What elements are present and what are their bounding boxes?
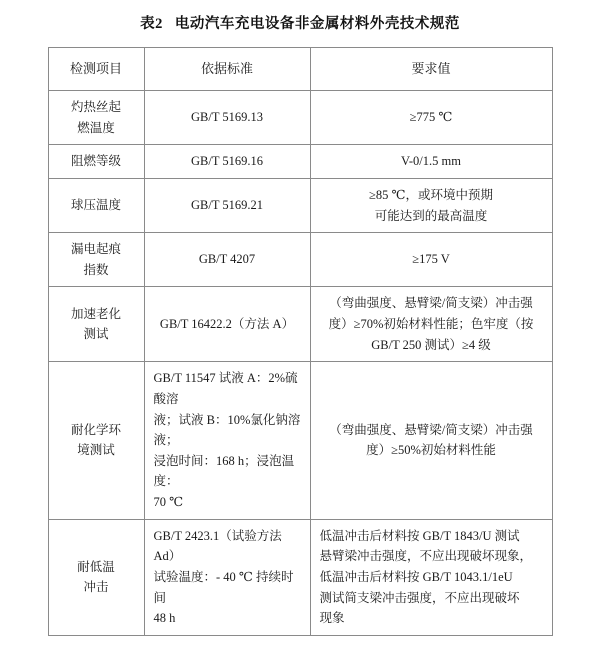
table-row <box>48 145 552 179</box>
cell-line: 灼热丝起 <box>70 100 121 114</box>
table-header-row <box>48 48 552 91</box>
cell-line: 燃温度 <box>77 120 115 135</box>
cell-line: （弯曲强度、悬臂梁/简支梁）冲击强 <box>329 296 533 311</box>
cell-line: GB/T 250 测试）≥4 级 <box>371 337 491 352</box>
cell-line: 漏电起痕 <box>70 242 121 257</box>
table-row <box>48 287 552 362</box>
cell-requirement <box>310 178 552 232</box>
cell-line: 浸泡时间：168 h；浸泡温度： <box>153 453 295 489</box>
cell-line: 可能达到的最高温度 <box>374 208 488 223</box>
cell-line: 测试 <box>83 327 109 342</box>
cell-standard <box>144 287 310 362</box>
cell-line: GB/T 16422.2（方法 A） <box>159 317 295 331</box>
cell-line: 耐化学环 <box>70 422 121 437</box>
cell-line: ≥85 ℃，或环境中预期 <box>369 187 493 202</box>
cell-line: 耐低温 <box>77 559 115 574</box>
cell-line: 48 h <box>153 611 176 626</box>
cell-line: 阻燃等级 <box>70 154 121 169</box>
cell-line: 冲击 <box>83 580 109 595</box>
cell-line: GB/T 4207 <box>198 252 256 267</box>
cell-item <box>48 178 144 232</box>
cell-line: 指数 <box>83 262 109 277</box>
table-row <box>48 519 552 635</box>
cell-line: （弯曲强度、悬臂梁/简支梁）冲击强 <box>329 422 533 437</box>
table-row <box>48 178 552 232</box>
cell-line: ≥775 ℃ <box>409 110 453 125</box>
cell-line: 液；试液 B：10%氯化钠溶液； <box>153 412 301 448</box>
cell-requirement <box>310 362 552 519</box>
column-header-standard: 依据标准 <box>144 48 310 91</box>
table-body <box>48 91 552 636</box>
table-row <box>48 362 552 519</box>
cell-line: ≥175 V <box>412 252 450 267</box>
cell-line: 低温冲击后材料按 GB/T 1043.1/1eU <box>319 569 513 584</box>
spec-table <box>48 47 553 636</box>
cell-requirement <box>310 519 552 635</box>
cell-line: 境测试 <box>77 443 115 458</box>
cell-line: GB/T 5169.16 <box>191 154 263 169</box>
cell-line: GB/T 2423.1（试验方法 Ad） <box>153 528 282 564</box>
cell-standard <box>144 145 310 179</box>
cell-standard <box>144 91 310 145</box>
cell-line: GB/T 5169.21 <box>191 198 263 213</box>
cell-item <box>48 287 144 362</box>
cell-standard <box>144 362 310 519</box>
cell-line: 悬臂梁冲击强度，不应出现破坏现象， <box>319 549 533 564</box>
cell-line: 试验温度：- 40 ℃ 持续时间 <box>153 569 294 605</box>
cell-line: 度）≥70%初始材料性能；色牢度（按 <box>328 317 534 331</box>
cell-standard <box>144 519 310 635</box>
cell-line: 加速老化 <box>70 306 121 321</box>
cell-line: 度）≥50%初始材料性能 <box>366 443 496 458</box>
cell-item <box>48 519 144 635</box>
table-head <box>48 48 552 91</box>
table-caption <box>0 0 600 47</box>
cell-requirement <box>310 233 552 287</box>
cell-line: 现象 <box>319 611 345 626</box>
cell-line: 70 ℃ <box>153 495 184 509</box>
cell-line: 测试简支梁冲击强度，不应出现破坏 <box>319 590 520 605</box>
cell-standard <box>144 233 310 287</box>
cell-line: 低温冲击后材料按 GB/T 1843/U 测试 <box>319 528 520 543</box>
cell-line: 球压温度 <box>70 198 121 213</box>
table-row <box>48 233 552 287</box>
cell-requirement <box>310 287 552 362</box>
cell-line: GB/T 5169.13 <box>191 110 263 125</box>
cell-item <box>48 91 144 145</box>
table-caption-title: 电动汽车充电设备非金属材料外壳技术规范 <box>174 16 460 32</box>
cell-line: V-0/1.5 mm <box>401 154 461 169</box>
table-row <box>48 91 552 145</box>
cell-item <box>48 362 144 519</box>
cell-item <box>48 233 144 287</box>
cell-line: GB/T 11547 试液 A：2%硫酸溶 <box>153 371 298 406</box>
cell-standard <box>144 178 310 232</box>
column-header-item: 检测项目 <box>48 48 144 91</box>
table-caption-number: 表2 <box>140 16 163 32</box>
cell-requirement <box>310 145 552 179</box>
column-header-requirement: 要求值 <box>310 48 552 91</box>
cell-item <box>48 145 144 179</box>
cell-requirement <box>310 91 552 145</box>
